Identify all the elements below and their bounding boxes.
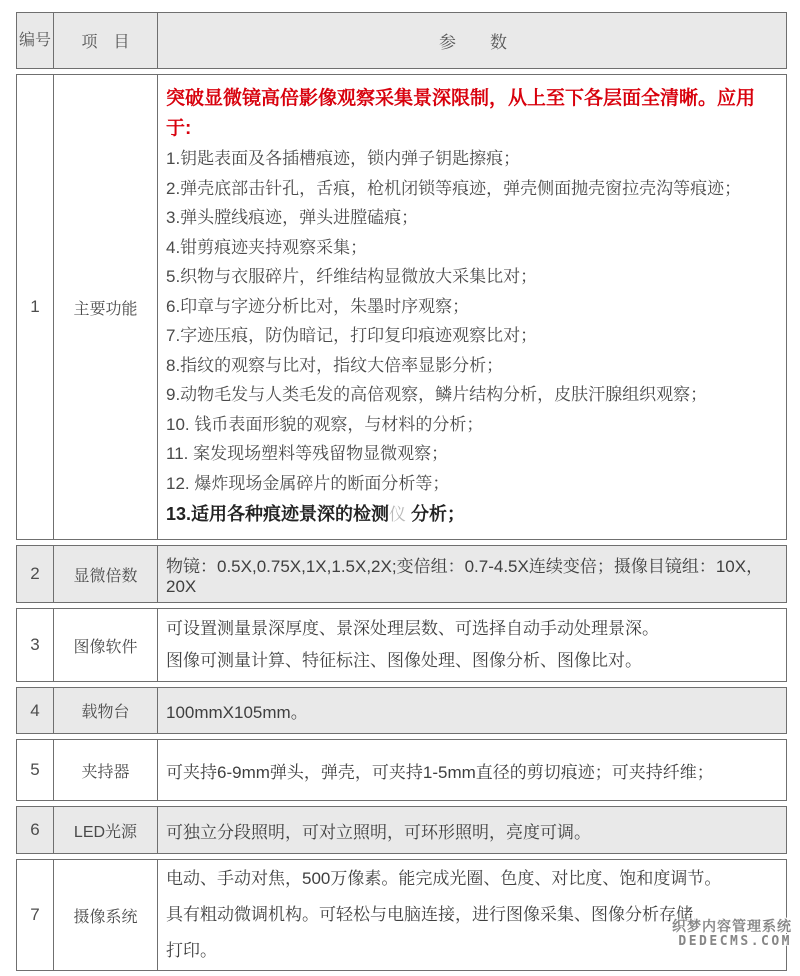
feature-line: 8.指纹的观察与比对，指纹大倍率显影分析；	[166, 355, 504, 375]
feature-line: 1.钥匙表面及各插槽痕迹，锁内弹子钥匙擦痕；	[166, 149, 521, 168]
feature-line: 3.弹头膛线痕迹，弹头进膛磕痕；	[166, 208, 419, 227]
row-param-cell	[158, 740, 786, 800]
table-row-stage	[16, 687, 787, 734]
row-label: 显微倍数	[54, 546, 158, 602]
row-number: 2	[17, 546, 54, 602]
row-param-cell	[158, 688, 786, 733]
row-number: 7	[17, 860, 54, 970]
table-row-image-software	[16, 608, 787, 682]
param-line: 具有粗动微调机构。可轻松与电脑连接，进行图像采集、图像分析存储，	[166, 905, 710, 924]
feature-line: 4.钳剪痕迹夹持观察采集；	[166, 237, 368, 257]
row-number: 4	[17, 688, 54, 733]
feature-line: 5.织物与衣服碎片，纤维结构显微放大采集比对；	[166, 267, 538, 286]
feature-line: 10. 钱币表面形貌的观察，与材料的分析；	[166, 414, 484, 434]
row-param-cell	[158, 807, 786, 853]
table-row-main-functions	[16, 74, 787, 540]
param-line: 100mmX105mm。	[166, 703, 308, 722]
header-cell-no: 编号	[17, 13, 54, 68]
row-label: 摄像系统	[54, 860, 158, 970]
feature-list	[166, 144, 780, 498]
watermark-ghost-char: 仪	[389, 505, 407, 524]
table-row-magnification	[16, 545, 787, 603]
feature-line: 11. 案发现场塑料等残留物显微观察；	[166, 444, 449, 463]
header-cell-item: 项 目	[54, 13, 158, 68]
row-label: 载物台	[54, 688, 158, 733]
row-number: 6	[17, 807, 54, 853]
spec-table	[16, 12, 787, 976]
row-param-cell	[158, 546, 786, 602]
feature-line: 12. 爆炸现场金属碎片的断面分析等；	[166, 473, 450, 493]
row-label: 图像软件	[54, 609, 158, 681]
header-cell-param: 参 数	[439, 33, 507, 52]
row-number: 5	[17, 740, 54, 800]
param-line: 可夹持6-9mm弹头，弹壳，可夹持1-5mm直径的剪切痕迹；可夹持纤维；	[166, 762, 714, 782]
row-label: LED光源	[54, 807, 158, 853]
cms-watermark	[672, 918, 792, 950]
param-line: 图像可测量计算、特征标注、图像处理、图像分析、图像比对。	[166, 651, 642, 670]
table-row-holder	[16, 739, 787, 801]
feature-line-13-pre: 13.适用各种痕迹景深的检测	[166, 504, 390, 524]
intro-highlight-line: 突破显微镜高倍影像观察采集景深限制，从上至下各层面全清晰。应用于:	[166, 88, 756, 139]
param-line: 电动、手动对焦，500万像素。能完成光圈、色度、对比度、饱和度调节。	[166, 869, 722, 888]
param-line: 打印。	[166, 941, 217, 960]
row-param-cell	[158, 860, 786, 970]
feature-line: 7.字迹压痕，防伪暗记，打印复印痕迹观察比对；	[166, 326, 538, 345]
row-param-cell	[158, 609, 786, 681]
table-row-camera-system	[16, 859, 787, 971]
row-number: 1	[17, 75, 54, 539]
cms-watermark-cn: 织梦内容管理系统	[672, 918, 792, 934]
feature-line: 2.弹壳底部击针孔，舌痕，枪机闭锁等痕迹，弹壳侧面抛壳窗拉壳沟等痕迹；	[166, 178, 742, 198]
param-line: 可设置测量景深厚度、景深处理层数、可选择自动手动处理景深。	[166, 619, 659, 638]
feature-line-13	[166, 498, 780, 531]
header-row	[16, 12, 787, 69]
row-label: 主要功能	[54, 75, 158, 539]
row-number: 3	[17, 609, 54, 681]
param-line: 物镜：0.5X,0.75X,1X,1.5X,2X;变倍组：0.7-4.5X连续变倍；摄像目镜组：10X，20X	[166, 556, 764, 596]
feature-line: 6.印章与字迹分析比对，朱墨时序观察；	[166, 296, 470, 316]
cms-watermark-en: DEDECMS.COM	[678, 934, 792, 949]
param-line: 可独立分段照明，可对立照明，可环形照明，亮度可调。	[166, 822, 591, 842]
row-param-cell	[158, 75, 786, 539]
feature-line-13-post: 分析；	[406, 504, 466, 524]
table-row-led-light	[16, 806, 787, 854]
feature-line: 9.动物毛发与人类毛发的高倍观察，鳞片结构分析，皮肤汗腺组织观察；	[166, 385, 708, 404]
row-label: 夹持器	[54, 740, 158, 800]
